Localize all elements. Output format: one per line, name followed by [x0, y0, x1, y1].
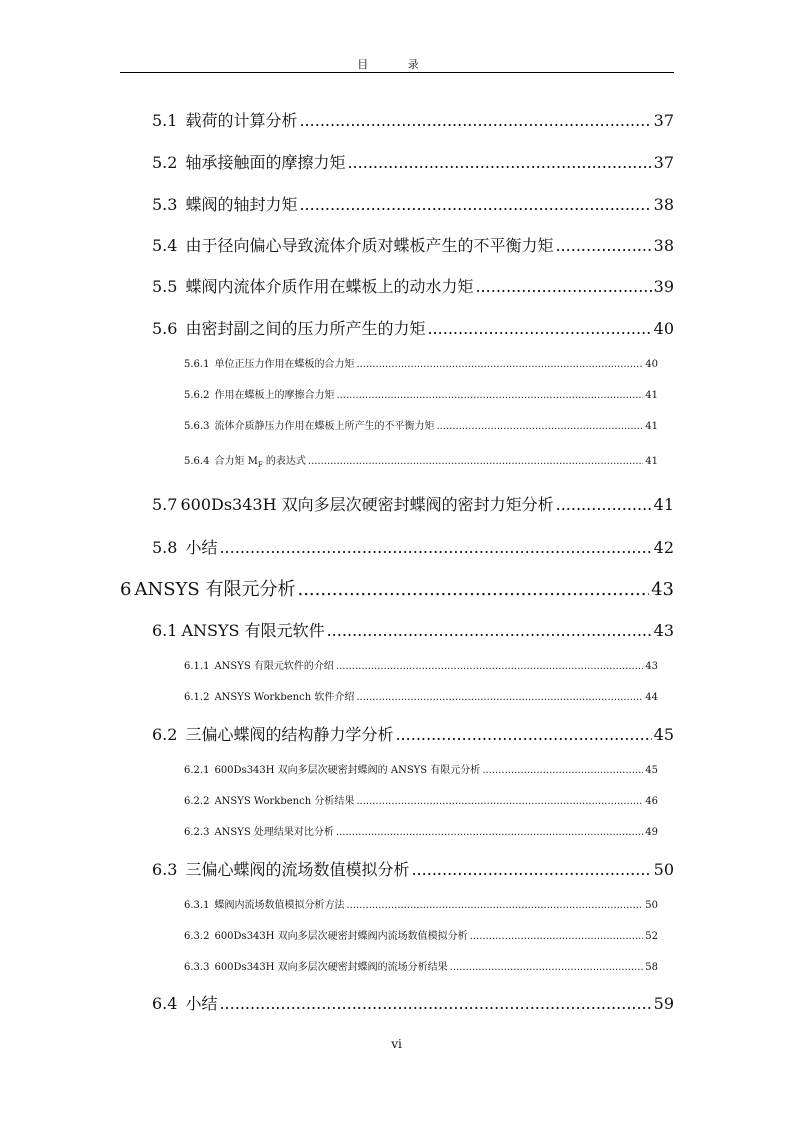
toc-number: 6: [120, 579, 132, 600]
toc-entry[interactable]: [152, 192, 674, 215]
toc-title: 600Ds343H 双向多层次硬密封蝶阀的密封力矩分析: [180, 495, 554, 514]
toc-title: 作用在蝶板上的摩擦合力矩: [214, 390, 335, 401]
toc-entry[interactable]: [152, 492, 674, 515]
toc-title: 三偏心蝶阀的结构静力学分析: [185, 725, 394, 744]
toc-entry[interactable]: [152, 618, 674, 641]
toc-title: ANSYS 有限元分析: [134, 579, 296, 600]
toc-page: 46: [645, 796, 658, 807]
toc-page: 42: [653, 538, 674, 557]
toc-leader: [436, 421, 643, 432]
toc-title: 600Ds343H 双向多层次硬密封蝶阀的 ANSYS 有限元分析: [214, 765, 481, 776]
toc-leader: [356, 359, 643, 370]
toc-page: 50: [653, 860, 674, 879]
header-title: 目 录: [357, 58, 437, 71]
toc-title: 由于径向偏心导致流体介质对蝶板产生的不平衡力矩: [185, 236, 554, 255]
page-number: vi: [391, 1037, 402, 1051]
toc-number: 5.6: [152, 319, 178, 338]
toc-page: 41: [653, 495, 674, 514]
toc-title: ANSYS 有限元软件的介绍: [214, 661, 334, 672]
toc-title: 600Ds343H 双向多层次硬密封蝶阀内流场数值模拟分析: [214, 931, 468, 942]
toc-number: 6.4: [152, 994, 178, 1013]
toc-page: 45: [653, 725, 674, 744]
toc-number: 5.1: [152, 111, 178, 130]
toc-entry[interactable]: [152, 857, 674, 880]
toc-title: 蝶阀内流体介质作用在蝶板上的动水力矩: [185, 277, 474, 296]
toc-number: 6.1.1: [184, 661, 210, 672]
toc-number: 6.2: [152, 725, 178, 744]
toc-leader: [347, 153, 651, 172]
toc-page: 41: [645, 390, 658, 401]
toc-entry[interactable]: [184, 417, 658, 432]
toc-number: 6.3.3: [184, 962, 210, 973]
toc-leader: [555, 236, 651, 255]
toc-entry[interactable]: [152, 274, 674, 297]
toc-title: [214, 452, 305, 469]
toc-number: 6.2.3: [184, 827, 210, 838]
toc-entry[interactable]: [184, 823, 658, 838]
toc-number: 5.6.2: [184, 390, 210, 401]
toc-entry[interactable]: [152, 108, 674, 131]
toc-leader: [427, 319, 651, 338]
toc-number: 6.3: [152, 860, 178, 879]
toc-page: 40: [645, 359, 658, 370]
toc-page: 44: [645, 692, 658, 703]
toc-entry[interactable]: [152, 150, 674, 173]
toc-number: 6.1: [152, 621, 178, 640]
toc-page: 37: [653, 153, 674, 172]
toc-leader: [299, 195, 651, 214]
toc-entry[interactable]: [184, 355, 658, 370]
toc-page: 50: [645, 900, 658, 911]
toc-entry[interactable]: [152, 991, 674, 1014]
toc-leader: [336, 661, 643, 672]
toc-page: 52: [645, 931, 658, 942]
toc-page: 37: [653, 111, 674, 130]
toc-leader: [556, 495, 652, 514]
toc-entry[interactable]: [184, 452, 658, 469]
toc-number: 5.5: [152, 277, 178, 296]
toc-number: 6.1.2: [184, 692, 210, 703]
toc-entry[interactable]: [152, 316, 674, 339]
toc-leader: [356, 796, 643, 807]
toc-page: 43: [645, 661, 658, 672]
toc-title-subscript: F: [257, 461, 263, 469]
toc-number: 6.2.1: [184, 765, 210, 776]
toc-page: 41: [645, 421, 658, 432]
toc-title: 蝶阀的轴封力矩: [185, 195, 298, 214]
toc-leader: [308, 456, 643, 467]
toc-page: 59: [653, 994, 674, 1013]
toc-page: 43: [653, 621, 674, 640]
toc-leader: [219, 538, 651, 557]
toc-leader: [411, 860, 651, 879]
toc-title: 600Ds343H 双向多层次硬密封蝶阀的流场分析结果: [214, 962, 448, 973]
toc-page: 38: [653, 195, 674, 214]
toc-number: 5.4: [152, 236, 178, 255]
toc-leader: [482, 765, 643, 776]
toc-title: 单位正压力作用在蝶板的合力矩: [214, 359, 355, 370]
toc-number: 5.3: [152, 195, 178, 214]
toc-leader: [356, 692, 643, 703]
toc-leader: [395, 725, 651, 744]
toc-leader: [475, 277, 651, 296]
toc-number: 5.6.1: [184, 359, 210, 370]
toc-entry[interactable]: [184, 688, 658, 703]
toc-page: 38: [653, 236, 674, 255]
toc-title-tail: 的表达式: [262, 456, 306, 467]
toc-page: 39: [653, 277, 674, 296]
toc-leader: [299, 111, 651, 130]
toc-entry[interactable]: [152, 535, 674, 558]
toc-number: 6.3.2: [184, 931, 210, 942]
toc-title: 小结: [185, 538, 218, 557]
toc-entry[interactable]: [120, 575, 674, 601]
toc-title-main: 合力矩 M: [214, 456, 258, 467]
toc-title: 小结: [185, 994, 218, 1013]
toc-title: ANSYS 有限元软件: [181, 621, 325, 640]
toc-entry[interactable]: [184, 657, 658, 672]
toc-leader: [327, 621, 652, 640]
toc-title: 载荷的计算分析: [185, 111, 298, 130]
toc-number: 6.3.1: [184, 900, 210, 911]
toc-page: 43: [651, 579, 674, 600]
toc-title: 蝶阀内流场数值模拟分析方法: [214, 900, 345, 911]
toc-title: ANSYS 处理结果对比分析: [214, 827, 334, 838]
toc-leader: [219, 994, 651, 1013]
toc-leader: [336, 390, 643, 401]
toc-title: ANSYS Workbench 分析结果: [214, 796, 355, 807]
toc-page: 49: [645, 827, 658, 838]
toc-page: 40: [653, 319, 674, 338]
toc-page: 58: [645, 962, 658, 973]
toc-entry[interactable]: [152, 722, 674, 745]
toc-number: 5.6.3: [184, 421, 210, 432]
toc-leader: [297, 579, 649, 600]
toc-leader: [450, 962, 644, 973]
toc-leader: [470, 931, 644, 942]
toc-number: 5.8: [152, 538, 178, 557]
toc-leader: [336, 827, 643, 838]
toc-entry[interactable]: [184, 958, 658, 973]
toc-number: 5.2: [152, 153, 178, 172]
toc-entry[interactable]: [184, 386, 658, 401]
toc-title: 流体介质静压力作用在蝶板上所产生的不平衡力矩: [214, 421, 435, 432]
toc-number: 5.6.4: [184, 456, 210, 467]
toc-entry[interactable]: [152, 233, 674, 256]
toc-entry[interactable]: [184, 792, 658, 807]
toc-entry[interactable]: [184, 761, 658, 776]
toc-title: 轴承接触面的摩擦力矩: [185, 153, 346, 172]
toc-title: 三偏心蝶阀的流场数值模拟分析: [185, 860, 410, 879]
toc-entry[interactable]: [184, 927, 658, 942]
toc-entry[interactable]: [184, 896, 658, 911]
toc-leader: [346, 900, 643, 911]
toc-title: ANSYS Workbench 软件介绍: [214, 692, 355, 703]
toc-page: 41: [645, 456, 658, 467]
toc-number: 6.2.2: [184, 796, 210, 807]
toc-page: 45: [645, 765, 658, 776]
toc-number: 5.7: [152, 495, 178, 514]
toc-title: 由密封副之间的压力所产生的力矩: [185, 319, 426, 338]
